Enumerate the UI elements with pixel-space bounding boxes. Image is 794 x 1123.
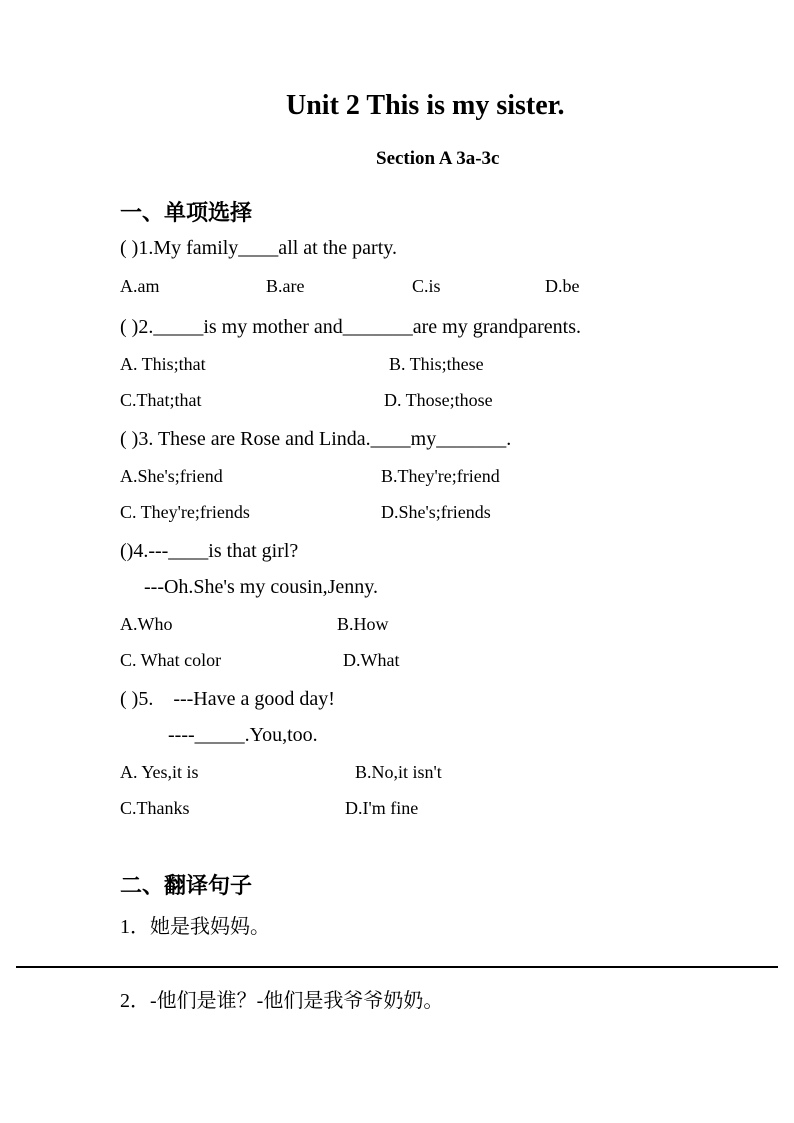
q2-option-c: C.That;that [120,390,202,410]
question-3-stem: ( )3. These are Rose and Linda.____my_______. [120,428,512,450]
q1-option-c: C.is [412,276,441,296]
q2-option-a: A. This;that [120,354,206,374]
question-4-reply: ---Oh.She's my cousin,Jenny. [144,576,378,598]
question-5-reply: ----_____.You,too. [168,724,318,746]
q2-option-d: D. Those;those [384,390,493,410]
section-subtitle: Section A 3a-3c [376,148,500,169]
q5-option-c: C.Thanks [120,798,190,818]
q5-option-b: B.No,it isn't [355,762,442,782]
translation-1: 1．她是我妈妈。 [120,916,270,938]
q4-option-b: B.How [337,614,389,634]
q1-option-a: A.am [120,276,160,296]
q1-option-d: D.be [545,276,580,296]
q3-option-d: D.She's;friends [381,502,491,522]
question-1-stem: ( )1.My family____all at the party. [120,237,397,259]
translation-2: 2．-他们是谁？-他们是我爷爷奶奶。 [120,990,444,1012]
q4-option-d: D.What [343,650,400,670]
answer-line [16,966,778,968]
q4-option-c: C. What color [120,650,222,670]
question-5-stem: ( )5. ---Have a good day! [120,688,335,710]
q5-option-d: D.I'm fine [345,798,419,818]
part1-heading: 一、单项选择 [120,200,253,225]
page-title: Unit 2 This is my sister. [286,90,565,121]
q5-option-a: A. Yes,it is [120,762,199,782]
q3-option-c: C. They're;friends [120,502,250,522]
q3-option-b: B.They're;friend [381,466,500,486]
part2-heading: 二、翻译句子 [120,873,253,898]
q4-option-a: A.Who [120,614,173,634]
q1-option-b: B.are [266,276,305,296]
q2-option-b: B. This;these [389,354,484,374]
question-2-stem: ( )2._____is my mother and_______are my grandparents. [120,316,582,338]
q3-option-a: A.She's;friend [120,466,223,486]
question-4-stem: ()4.---____is that girl? [120,540,299,562]
